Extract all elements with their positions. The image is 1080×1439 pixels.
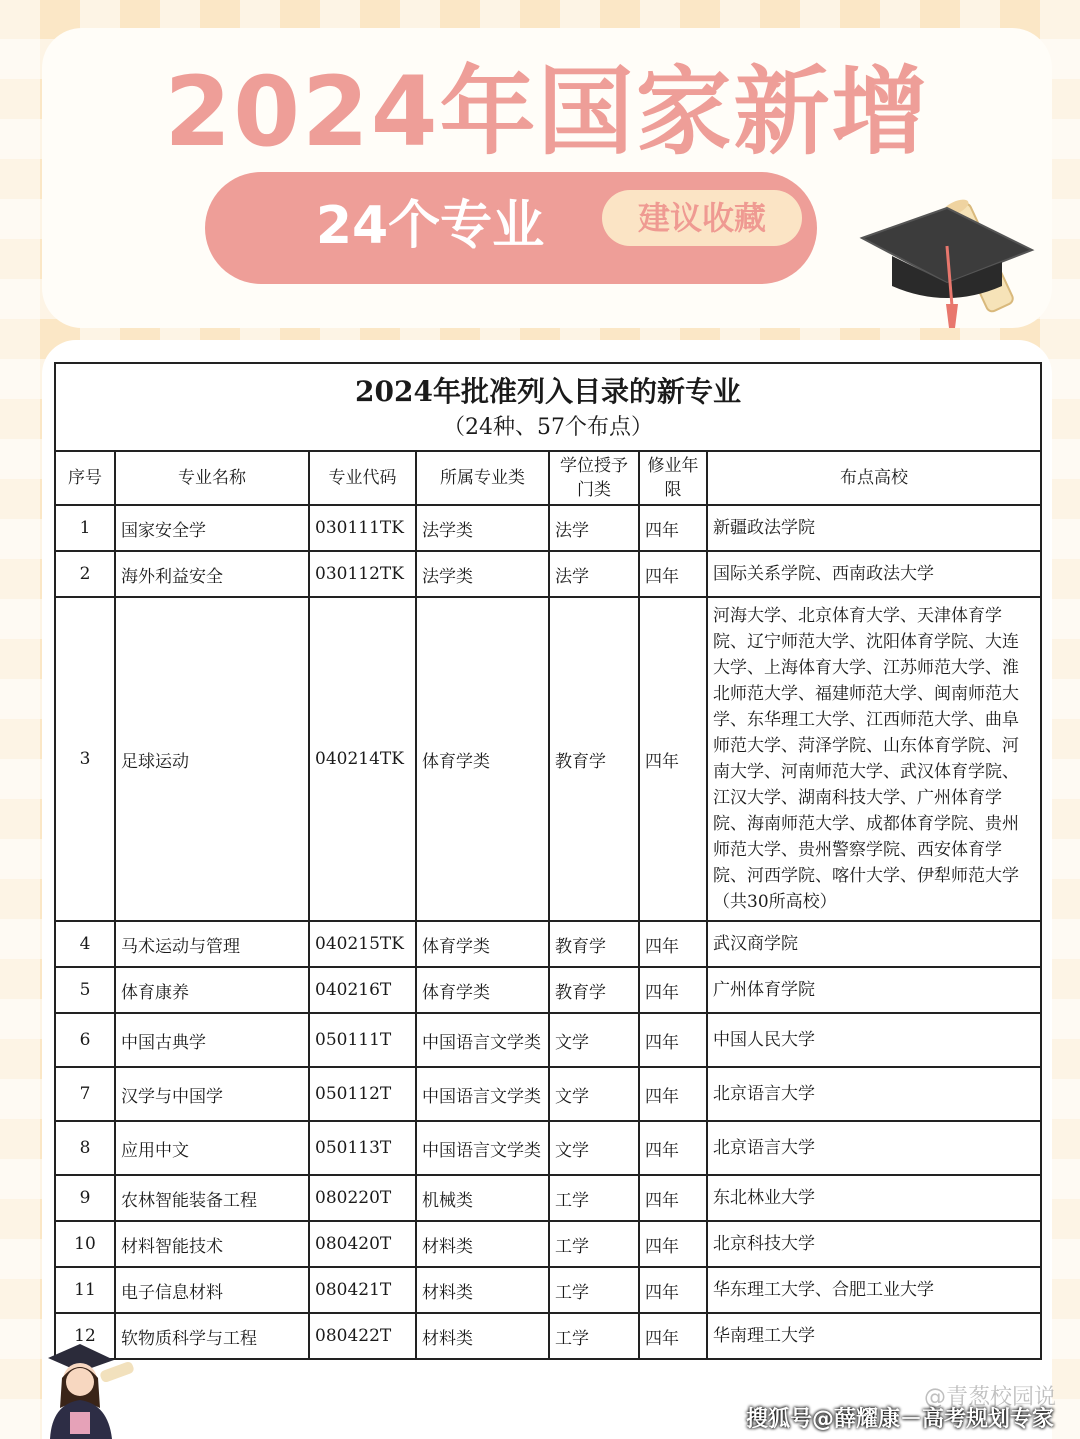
cell-category: 材料类 bbox=[416, 1221, 549, 1267]
cell-category: 材料类 bbox=[416, 1313, 549, 1359]
cell-code: 040214TK bbox=[309, 597, 416, 921]
table-row bbox=[55, 597, 1041, 921]
cell-years: 四年 bbox=[639, 1175, 707, 1221]
majors-table bbox=[54, 362, 1042, 1360]
col-header-category: 所属专业类 bbox=[416, 451, 549, 505]
cell-code: 080220T bbox=[309, 1175, 416, 1221]
cell-schools: 华南理工大学 bbox=[707, 1313, 1041, 1359]
cell-category: 体育学类 bbox=[416, 921, 549, 967]
cell-category: 法学类 bbox=[416, 551, 549, 597]
cell-years: 四年 bbox=[639, 1013, 707, 1067]
table-row bbox=[55, 1267, 1041, 1313]
table-row bbox=[55, 1221, 1041, 1267]
cell-index: 3 bbox=[55, 597, 115, 921]
cell-years: 四年 bbox=[639, 1313, 707, 1359]
col-header-degree: 学位授予门类 bbox=[549, 451, 639, 505]
cell-index: 8 bbox=[55, 1121, 115, 1175]
cell-category: 中国语言文学类 bbox=[416, 1121, 549, 1175]
cell-code: 040216T bbox=[309, 967, 416, 1013]
cell-category: 机械类 bbox=[416, 1175, 549, 1221]
cell-code: 040215TK bbox=[309, 921, 416, 967]
cell-schools: 华东理工大学、合肥工业大学 bbox=[707, 1267, 1041, 1313]
cell-degree: 法学 bbox=[549, 505, 639, 551]
cell-category: 材料类 bbox=[416, 1267, 549, 1313]
cell-name: 应用中文 bbox=[115, 1121, 309, 1175]
cell-code: 080421T bbox=[309, 1267, 416, 1313]
cell-degree: 工学 bbox=[549, 1267, 639, 1313]
table-row bbox=[55, 1313, 1041, 1359]
cell-category: 中国语言文学类 bbox=[416, 1067, 549, 1121]
table-row bbox=[55, 1121, 1041, 1175]
cell-years: 四年 bbox=[639, 967, 707, 1013]
table-row bbox=[55, 1013, 1041, 1067]
cell-name: 电子信息材料 bbox=[115, 1267, 309, 1313]
col-header-code: 专业代码 bbox=[309, 451, 416, 505]
cell-schools: 国际关系学院、西南政法大学 bbox=[707, 551, 1041, 597]
cell-index: 4 bbox=[55, 921, 115, 967]
cell-name: 汉学与中国学 bbox=[115, 1067, 309, 1121]
cell-degree: 文学 bbox=[549, 1067, 639, 1121]
cell-name: 体育康养 bbox=[115, 967, 309, 1013]
cell-years: 四年 bbox=[639, 1267, 707, 1313]
cell-degree: 文学 bbox=[549, 1013, 639, 1067]
cell-name: 中国古典学 bbox=[115, 1013, 309, 1067]
cell-years: 四年 bbox=[639, 1067, 707, 1121]
cell-schools: 新疆政法学院 bbox=[707, 505, 1041, 551]
cell-code: 050112T bbox=[309, 1067, 416, 1121]
cell-index: 1 bbox=[55, 505, 115, 551]
cell-name: 材料智能技术 bbox=[115, 1221, 309, 1267]
cell-schools: 中国人民大学 bbox=[707, 1013, 1041, 1067]
watermark-faint: @青葱校园说 bbox=[923, 1385, 1056, 1410]
cell-schools: 河海大学、北京体育大学、天津体育学院、辽宁师范大学、沈阳体育学院、大连大学、上海体育大学、江苏师范大学、淮北师范大学、福建师范大学、闽南师范大学、东华理工大学、江西师范大学、曲阜师范大学、菏泽学院、山东体育学院、河南大学、河南师范大学、武汉体育学院、江汉大学、湖南科技大学、广州体育学院、海南师范大学、成都体育学院、贵州师范大学、贵州警察学院、西安体育学院、河西学院、喀什大学、伊犁师范大学（共30所高校） bbox=[707, 597, 1041, 921]
cell-category: 法学类 bbox=[416, 505, 549, 551]
cell-index: 5 bbox=[55, 967, 115, 1013]
cell-schools: 东北林业大学 bbox=[707, 1175, 1041, 1221]
cell-degree: 法学 bbox=[549, 551, 639, 597]
cell-code: 080422T bbox=[309, 1313, 416, 1359]
cell-code: 030112TK bbox=[309, 551, 416, 597]
cell-degree: 教育学 bbox=[549, 967, 639, 1013]
cell-code: 080420T bbox=[309, 1221, 416, 1267]
cell-index: 6 bbox=[55, 1013, 115, 1067]
cell-name: 海外利益安全 bbox=[115, 551, 309, 597]
cell-degree: 工学 bbox=[549, 1313, 639, 1359]
col-header-index: 序号 bbox=[55, 451, 115, 505]
cell-name: 软物质科学与工程 bbox=[115, 1313, 309, 1359]
col-header-name: 专业名称 bbox=[115, 451, 309, 505]
cell-index: 12 bbox=[55, 1313, 115, 1359]
table-row bbox=[55, 967, 1041, 1013]
cell-schools: 北京语言大学 bbox=[707, 1067, 1041, 1121]
cell-degree: 工学 bbox=[549, 1175, 639, 1221]
cell-index: 7 bbox=[55, 1067, 115, 1121]
cell-name: 马术运动与管理 bbox=[115, 921, 309, 967]
graduation-cap-icon bbox=[852, 178, 1042, 338]
page-title: 2024年国家新增 bbox=[164, 56, 930, 168]
table-row bbox=[55, 1067, 1041, 1121]
watermark: 搜狐号@薛耀康－高考规划专家 bbox=[745, 1407, 1054, 1432]
cell-degree: 文学 bbox=[549, 1121, 639, 1175]
graduate-girl-icon bbox=[28, 1338, 138, 1439]
col-header-schools: 布点高校 bbox=[707, 451, 1041, 505]
cell-years: 四年 bbox=[639, 551, 707, 597]
table-caption bbox=[55, 363, 1041, 451]
table-row bbox=[55, 921, 1041, 967]
cell-schools: 武汉商学院 bbox=[707, 921, 1041, 967]
cell-schools: 广州体育学院 bbox=[707, 967, 1041, 1013]
cell-years: 四年 bbox=[639, 1221, 707, 1267]
cell-years: 四年 bbox=[639, 505, 707, 551]
cell-code: 050113T bbox=[309, 1121, 416, 1175]
cell-years: 四年 bbox=[639, 597, 707, 921]
subtitle-text: 24个专业 bbox=[315, 196, 545, 256]
col-header-years: 修业年限 bbox=[639, 451, 707, 505]
cell-index: 2 bbox=[55, 551, 115, 597]
table-row bbox=[55, 1175, 1041, 1221]
cell-years: 四年 bbox=[639, 1121, 707, 1175]
table-row bbox=[55, 505, 1041, 551]
cell-years: 四年 bbox=[639, 921, 707, 967]
cell-degree: 教育学 bbox=[549, 597, 639, 921]
cell-category: 体育学类 bbox=[416, 967, 549, 1013]
cell-degree: 教育学 bbox=[549, 921, 639, 967]
cell-index: 11 bbox=[55, 1267, 115, 1313]
cell-code: 030111TK bbox=[309, 505, 416, 551]
cell-name: 足球运动 bbox=[115, 597, 309, 921]
cell-category: 体育学类 bbox=[416, 597, 549, 921]
cell-index: 10 bbox=[55, 1221, 115, 1267]
cell-schools: 北京语言大学 bbox=[707, 1121, 1041, 1175]
cell-degree: 工学 bbox=[549, 1221, 639, 1267]
cell-code: 050111T bbox=[309, 1013, 416, 1067]
cell-category: 中国语言文学类 bbox=[416, 1013, 549, 1067]
table-header-row bbox=[55, 451, 1041, 505]
bookmark-tag: 建议收藏 bbox=[602, 190, 802, 246]
cell-index: 9 bbox=[55, 1175, 115, 1221]
table-subtitle: （24种、57个布点） bbox=[443, 415, 654, 440]
table-title: 2024年批准列入目录的新专业 bbox=[355, 375, 741, 408]
table-row bbox=[55, 551, 1041, 597]
cell-name: 农林智能装备工程 bbox=[115, 1175, 309, 1221]
cell-schools: 北京科技大学 bbox=[707, 1221, 1041, 1267]
cell-name: 国家安全学 bbox=[115, 505, 309, 551]
